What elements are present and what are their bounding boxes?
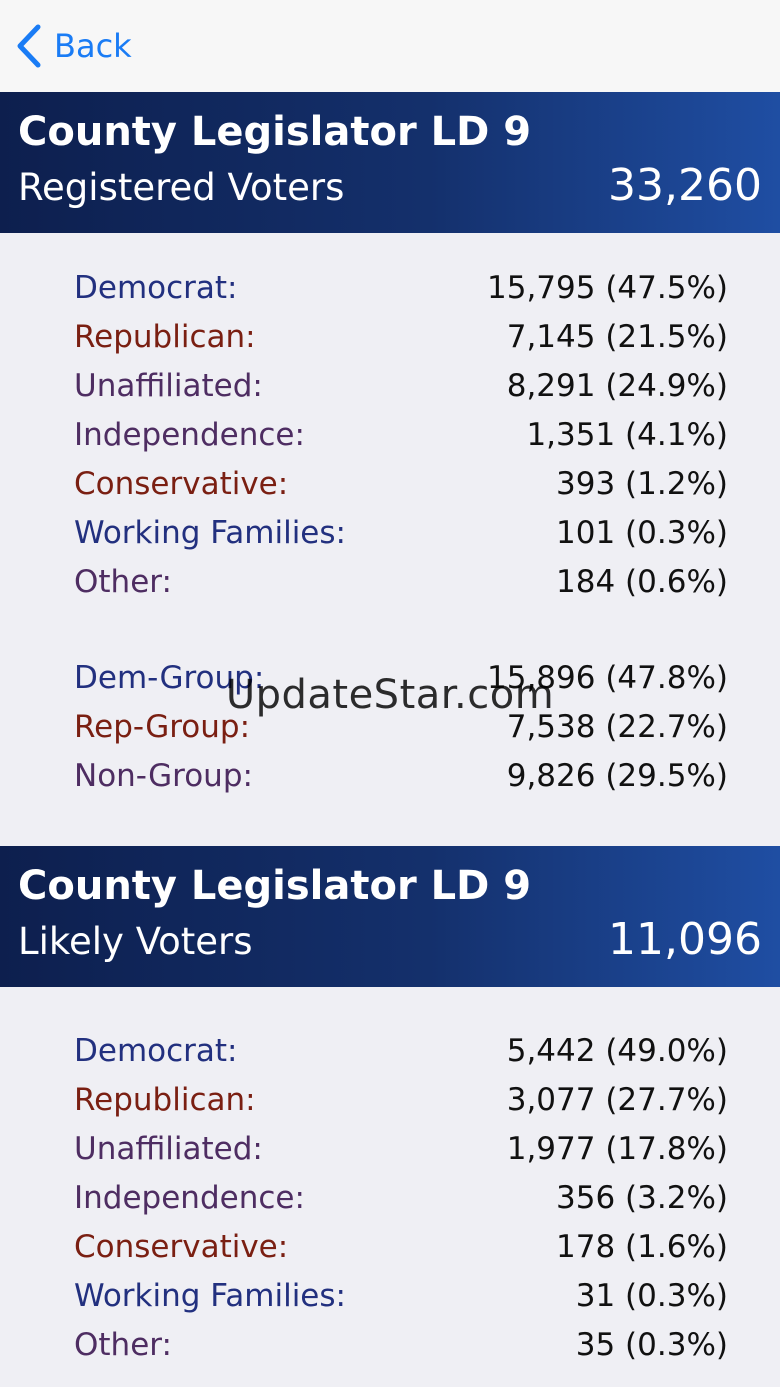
chevron-left-icon <box>16 24 42 68</box>
total-count: 11,096 <box>608 914 762 965</box>
party-row-conservative <box>74 1222 728 1271</box>
party-label: Conservative: <box>74 465 289 502</box>
group-label: Non-Group: <box>74 757 253 794</box>
party-value: 5,442 (49.0%) <box>506 1032 728 1069</box>
watermark: UpdateStar.com <box>225 672 555 718</box>
party-label: Independence: <box>74 416 305 453</box>
group-row-non <box>74 751 728 800</box>
party-value: 101 (0.3%) <box>556 514 728 551</box>
party-label: Conservative: <box>74 1228 289 1265</box>
group-value: 15,896 (47.8%) <box>487 659 728 696</box>
party-label: Other: <box>74 563 172 600</box>
registered-voters-header <box>0 92 780 233</box>
back-button[interactable] <box>16 22 132 70</box>
district-title: County Legislator LD 9 <box>18 109 532 155</box>
party-value: 15,795 (47.5%) <box>487 269 728 306</box>
party-row-other <box>74 1320 728 1369</box>
party-row-working-families <box>74 508 728 557</box>
party-label: Independence: <box>74 1179 305 1216</box>
party-value: 7,145 (21.5%) <box>506 318 728 355</box>
party-value: 184 (0.6%) <box>556 563 728 600</box>
party-value: 178 (1.6%) <box>556 1228 728 1265</box>
party-row-unaffiliated <box>74 1124 728 1173</box>
navigation-bar <box>0 0 780 92</box>
party-value: 356 (3.2%) <box>556 1179 728 1216</box>
party-label: Democrat: <box>74 269 238 306</box>
group-row-rep <box>74 702 728 751</box>
back-label: Back <box>54 27 132 65</box>
section-subtitle: Likely Voters <box>18 920 253 963</box>
registered-voters-list <box>74 263 728 800</box>
likely-voters-header <box>0 846 780 987</box>
party-row-democrat <box>74 263 728 312</box>
party-value: 31 (0.3%) <box>575 1277 728 1314</box>
party-label: Other: <box>74 1326 172 1363</box>
party-row-other <box>74 557 728 606</box>
group-value: 7,538 (22.7%) <box>506 708 728 745</box>
likely-voters-list <box>74 1026 728 1369</box>
party-value: 1,351 (4.1%) <box>526 416 728 453</box>
group-value: 9,826 (29.5%) <box>506 757 728 794</box>
section-subtitle: Registered Voters <box>18 166 345 209</box>
party-label: Unaffiliated: <box>74 367 263 404</box>
party-row-independence <box>74 1173 728 1222</box>
group-label: Dem-Group: <box>74 659 265 696</box>
party-row-conservative <box>74 459 728 508</box>
party-row-unaffiliated <box>74 361 728 410</box>
group-row-dem <box>74 653 728 702</box>
party-row-republican <box>74 312 728 361</box>
party-value: 3,077 (27.7%) <box>506 1081 728 1118</box>
party-row-working-families <box>74 1271 728 1320</box>
party-label: Unaffiliated: <box>74 1130 263 1167</box>
total-count: 33,260 <box>608 160 762 211</box>
group-label: Rep-Group: <box>74 708 251 745</box>
party-label: Working Families: <box>74 1277 346 1314</box>
party-label: Democrat: <box>74 1032 238 1069</box>
party-value: 393 (1.2%) <box>556 465 728 502</box>
party-label: Republican: <box>74 318 256 355</box>
party-label: Republican: <box>74 1081 256 1118</box>
party-row-independence <box>74 410 728 459</box>
party-row-democrat <box>74 1026 728 1075</box>
party-value: 35 (0.3%) <box>575 1326 728 1363</box>
row-spacer <box>74 606 728 653</box>
party-row-republican <box>74 1075 728 1124</box>
party-value: 1,977 (17.8%) <box>506 1130 728 1167</box>
party-value: 8,291 (24.9%) <box>506 367 728 404</box>
party-label: Working Families: <box>74 514 346 551</box>
district-title: County Legislator LD 9 <box>18 863 532 909</box>
